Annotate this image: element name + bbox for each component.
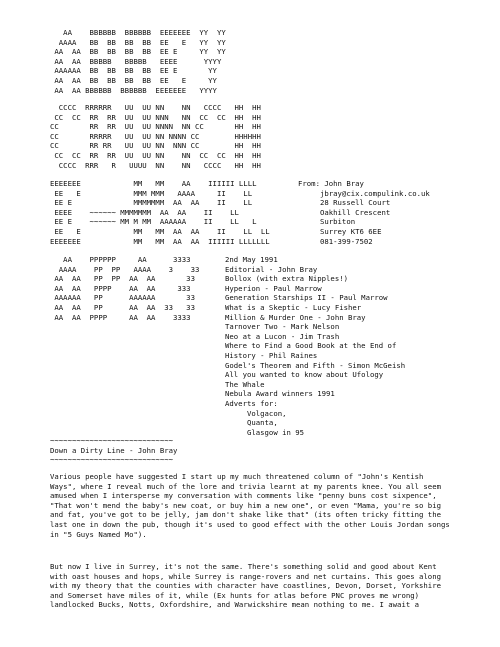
art-line: CCCC RRRRRR UU UU NN NN CCCC HH HH (50, 103, 261, 112)
art-line: AA AA PPPP AA AA 333 (50, 283, 191, 293)
art-line: AAAA BB BB BB BB EE E YY YY (50, 37, 226, 47)
contents-item: Adverts for: (225, 398, 278, 408)
contents-item: History - Phil Raines (225, 350, 318, 360)
art-line: AA BBBBBB BBBBBB EEEEEEE YY YY (50, 28, 226, 37)
contents-list (225, 255, 405, 437)
contents-item: Hyperion - Paul Marrow (225, 283, 322, 293)
contents-item: What is a Skeptic - Lucy Fisher (225, 302, 362, 312)
contents-item: Where to Find a Good Book at the End of (225, 341, 397, 351)
issue-number-art (50, 255, 199, 322)
art-line: EE E ~~~~~~ MM M MM AAAAAA II LL L (50, 217, 257, 227)
masthead-title-art (50, 28, 226, 95)
contents-item: The Whale (225, 379, 265, 389)
contents-item: Bollox (with extra Nipples!) (225, 274, 349, 284)
section-title: Down a Dirty Line - John Bray (50, 446, 178, 455)
art-line: CCCC RRR R UUUU NN NN CCCC HH HH (50, 160, 261, 170)
art-line: EE E MMM MMM AAAA II LL (50, 188, 253, 198)
body-paragraph: But now I live in Surrey, it's not the same. There's something solid and good about Kent with oast houses and hops, while Surrey is range-rovers and net curtains. This goes along with my theory that the counties with character have coastlines, Devon, Dorset, Yorkshire and Somerset have miles of it, while (Ex hunts for atlas before PNC proves me wrong) landlocked Bucks, Notts, Oxfordshire, and Warwickshire mean nothing to me. I await a (50, 562, 441, 610)
art-line: EE E MMMMMMM AA AA II LL (50, 198, 253, 208)
contact-block (298, 179, 430, 246)
body-paragraph: Various people have suggested I start up my much threatened column of "John's Kentish Ways", where I reveal much of the lore and trivia learnt at my parents knee. You all seem amused when I intersperse my conversation with comments like "penny buns cost sixpence", "That won't mend the baby's new coat, or buy him a new one", or even "Mama, you're so big and fat, you've got to be jelly, jam don't shake like that" (its often tricky fitting the last one in down the pub, though it's used to good effect with the other Louis Jordan songs in "5 Guys Named Mo"). (50, 472, 450, 539)
contents-subitem: Quanta, (225, 418, 278, 428)
art-line: AA AA PPPP AA AA 3333 (50, 312, 191, 322)
art-line: AA AA PP PP AA AA 33 (50, 274, 195, 284)
art-line: AAAA PP PP AAAA 3 33 (50, 264, 200, 274)
contents-item: Million & Murder One - John Bray (225, 312, 366, 322)
contact-address-line: Surbiton (298, 217, 356, 227)
contents-item: Neo at a Lucon - Jim Trash (225, 331, 340, 341)
contents-item: Editorial - John Bray (225, 264, 318, 274)
art-line: AA AA BBBBB BBBBB EEEE YYYY (50, 56, 222, 66)
art-line: AA AA PP AA AA 33 33 (50, 302, 195, 312)
art-line: CC RR RR UU UU NNNN NN CC HH HH (50, 122, 261, 132)
contents-item: Godel's Theorem and Fifth - Simon McGeish (225, 360, 406, 370)
art-line: AA AA BB BB BB BB EE E YY (50, 75, 217, 85)
contents-subitem: Glasgow in 95 (225, 427, 305, 437)
contact-address-line: Oakhill Crescent (298, 207, 391, 217)
art-line: CC CC RR RR UU UU NN NN CC CC HH HH (50, 150, 261, 160)
art-line: EEEE ~~~~~~ MMMMMMM AA AA II LL (50, 207, 239, 217)
contents-subitem: Volgacon, (225, 408, 287, 418)
art-line: EEEEEEE MM MM AA AA IIIIII LLLLLLL (50, 236, 270, 246)
art-line: AA AA BB BB BB BB EE E YY YY (50, 47, 226, 57)
contact-phone: 081-399-7502 (298, 236, 373, 246)
tilde-rule-bottom: ~~~~~~~~~~~~~~~~~~~~~~~~~~~~ (50, 455, 174, 464)
issue-date: 2nd May 1991 (225, 255, 278, 264)
contents-item: Nebula Award winners 1991 (225, 389, 335, 399)
art-line: AA AA BBBBBB BBBBBB EEEEEEE YYYY (50, 85, 217, 95)
art-line: CC CC RR RR UU UU NNN NN CC CC HH HH (50, 112, 261, 122)
contact-from: From: John Bray (298, 179, 364, 188)
art-line: EE E MM MM AA AA II LL LL (50, 226, 270, 236)
art-line: EEEEEEE MM MM AA IIIIII LLLL (50, 179, 257, 188)
contents-item: Tarnover Two - Mark Nelson (225, 322, 340, 332)
art-line: AAAAAA PP AAAAAA 33 (50, 293, 195, 303)
tilde-rule-top: ~~~~~~~~~~~~~~~~~~~~~~~~~~~~ (50, 436, 174, 445)
contact-email: jbray@cix.compulink.co.uk (298, 188, 430, 198)
contents-item: Generation Starships II - Paul Marrow (225, 293, 388, 303)
masthead-editorial-art (50, 179, 270, 246)
art-line: CC RR RR UU UU NN NNN CC HH HH (50, 141, 261, 151)
art-line: CC RRRRR UU UU NN NNNN CC HHHHHH (50, 131, 261, 141)
masthead-subtitle-art (50, 103, 261, 170)
art-line: AA PPPPPP AA 3333 (50, 255, 191, 264)
contents-item: All you wanted to know about Ufology (225, 370, 384, 380)
art-line: AAAAAA BB BB BB BB EE E YY (50, 66, 217, 76)
contact-address-line: 28 Russell Court (298, 198, 391, 208)
contact-address-line: Surrey KT6 6EE (298, 226, 382, 236)
